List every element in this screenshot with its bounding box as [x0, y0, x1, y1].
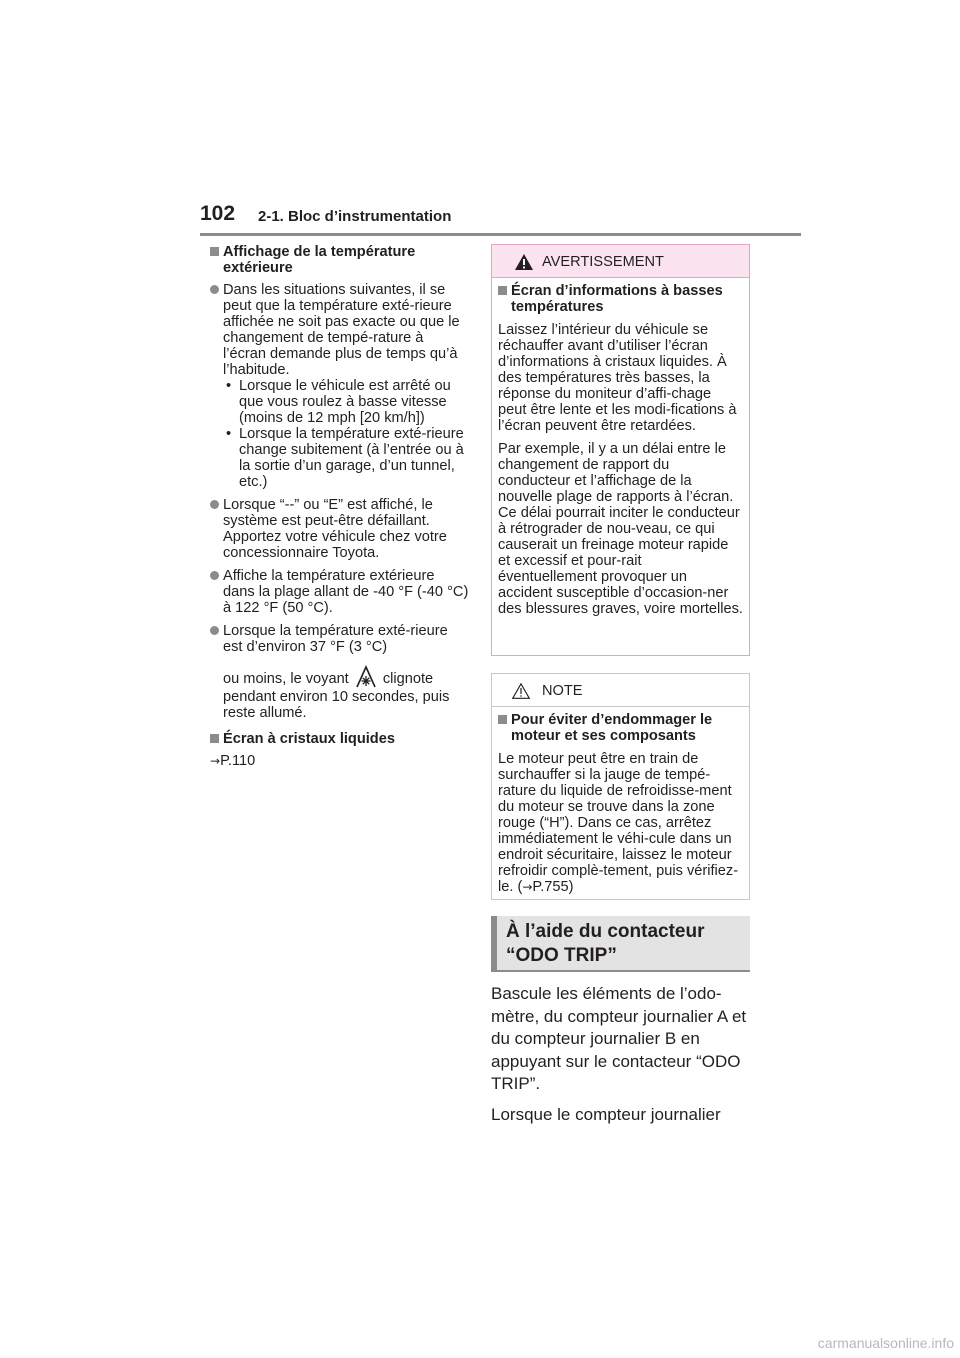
watermark: carmanualsonline.info — [817, 1335, 954, 1351]
outside-temp-heading: Affichage de la température extérieure — [210, 244, 470, 276]
warning-paragraph: Laissez l’intérieur du véhicule se réchauffer avant d’utiliser l’écran d’informations à cristaux liquides. À des températures très basses, la réponse du moniteur d’affi-chage peut être lente et les modi-fications à l’écran peuvent être retardées. — [498, 322, 737, 434]
odo-trip-heading: À l’aide du contacteur “ODO TRIP” — [491, 916, 750, 972]
arrow-icon: → — [210, 754, 221, 768]
warning-label: AVERTISSEMENT — [542, 254, 664, 270]
lcd-heading: Écran à cristaux liquides — [210, 731, 470, 747]
sub-item: • Lorsque la température exté-rieure change subitement (à l’entrée ou à la sortie d’un garage, d’un tunnel, etc.) — [226, 426, 464, 490]
warning-heading: Écran d’informations à basses températures — [498, 283, 743, 315]
square-bullet-icon — [210, 734, 219, 743]
square-bullet-icon — [498, 715, 507, 724]
bullet-item: Affiche la température extérieure dans la plage allant de -40 °F (-40 °C) à 122 °F (50 °C). — [210, 568, 470, 616]
note-box — [491, 673, 750, 900]
warning-box — [491, 244, 750, 656]
header-divider — [200, 233, 801, 236]
note-header — [492, 674, 749, 707]
page-number: 102 — [200, 202, 236, 225]
square-bullet-icon — [498, 286, 507, 295]
round-bullet-icon — [210, 500, 219, 509]
odo-trip-body — [491, 983, 753, 1134]
note-label: NOTE — [542, 683, 583, 699]
sub-item: • Lorsque le véhicule est arrêté ou que vous roulez à basse vitesse (moins de 12 mph [20 km/h]) — [226, 378, 451, 426]
bullet-item: Lorsque “--” ou “E” est affiché, le système est peut-être défaillant. Apportez votre véhicule chez votre concessionnaire Toyota. — [210, 497, 470, 561]
warning-header — [492, 245, 749, 278]
warning-paragraph: Par exemple, il y a un délai entre le changement de rapport du conducteur et l’affichage de la nouvelle plage de rapports à l’écran. Ce délai pourrait inciter le conducteur à rétrograder de nou-veau, ce qui causerait un freinage moteur rapide et excessif et pour-rait éventuellement provoquer un accident susceptible d’occasion-ner des blessures graves, voire mortelles. — [498, 441, 743, 617]
page-reference[interactable]: P.755) — [532, 879, 574, 895]
note-heading: Pour éviter d’endommager le moteur et ses composants — [498, 712, 743, 744]
warning-triangle-icon — [515, 254, 533, 270]
square-bullet-icon — [210, 247, 219, 256]
body-paragraph: Bascule les éléments de l’odo-mètre, du compteur journalier A et du compteur journalier B en appuyant sur le contacteur “ODO TRIP”. — [491, 984, 747, 1093]
note-paragraph: Le moteur peut être en train de surchauffer si la jauge de tempé-rature du liquide de refroidisse-ment du moteur se trouve dans la zone rouge (“H”). Dans ce cas, arrêtez immédiatement le véhi-cule dans un endroit sécuritaire, laissez le moteur refroidir complè-tement, puis vérifiez-le. (→P.755) — [498, 751, 739, 895]
arrow-icon: → — [522, 880, 533, 894]
page-reference[interactable]: →P.110 — [210, 753, 256, 769]
section-title: 2-1. Bloc d’instrumentation — [258, 208, 452, 225]
round-bullet-icon — [210, 571, 219, 580]
round-bullet-icon — [210, 285, 219, 294]
left-column — [210, 244, 470, 775]
body-paragraph: Lorsque le compteur journalier — [491, 1104, 721, 1124]
ice-warning-icon — [355, 665, 377, 689]
bullet-item: Lorsque la température exté-rieure est d’environ 37 °F (3 °C) ou moins, le voyant clignote pendant environ 10 secondes, puis reste allumé. — [210, 623, 470, 721]
caution-triangle-icon — [512, 683, 530, 699]
round-bullet-icon — [210, 626, 219, 635]
bullet-item: Dans les situations suivantes, il se peut que la température exté-rieure affichée ne soit pas exacte ou que le changement de tempé-rature à l’écran demande plus de temps qu’à l’habitude. • Lorsque le véhicule est arrêté ou que vous roulez à basse vitesse (moins de 12 mph [20 km/h]) • Lorsque la température exté-rieure change subitement (à l’entrée ou à la sortie d’un garage, d’un tunnel, etc.) — [210, 282, 470, 490]
page-header — [200, 200, 801, 236]
